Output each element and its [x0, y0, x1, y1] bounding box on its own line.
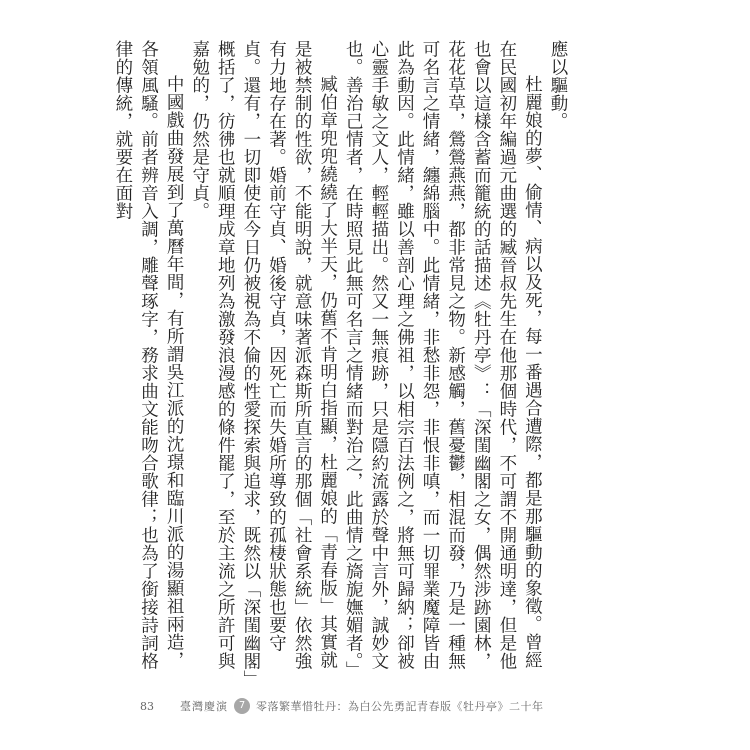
page-number: 83	[140, 699, 154, 713]
book-title: 臺灣慶演	[180, 700, 228, 713]
paragraph: 臧伯章兜兜繞繞了大半天，仍舊不肯明白指顯，杜麗娘的「青春版」其實就是被禁制的性欲，不能明說，就意味著派森斯所直言的那個「社會系統」依然強有力地存在著。婚前守貞、婚後守貞，因死亡而失婚所導致的孤棲狀態也要守貞。還有，一切即使在今日仍被視為不倫的性愛探索與追求，既然以「深閨幽閣」概括了，彷彿也就順理成章地列為激發浪漫感的條件罷了，至於主流之所許可與嘉勉的，仍然是守貞。	[189, 40, 338, 680]
page-footer	[140, 695, 640, 717]
paragraph: 杜麗娘的夢、偷情、病以及死，每一番遇合遭際，都是那驅動的象徵。曾經在民國初年編過元曲選的臧晉叔先生在他那個時代，不可謂不開通明達，但是他也會以這樣含蓄而籠統的話描述《牡丹亭》：「深閨幽閣之女，偶然涉跡園林，花花草草，鶯鶯燕燕，都非常見之物。新感觸，舊憂鬱，相混而發，乃是一種無可名言之情緒，纏綿腦中。此情緒，非愁非怨，非恨非嗔，而一切罪業魔障皆由此為動因。此情緒，雖以善剖心理之佛祖，以相宗百法例之，將無可歸納；卻被心靈手敏之文人，輕輕描出。然又一無痕跡，只是隱約流露於聲中言外，誠妙文也。善治己情者，在時照見此無可名言之情緒而對治之，此曲情之旖旎嫵媚者。」	[343, 40, 543, 680]
chapter-title: 零落繁華惜牡丹：為白公先勇記青春版《牡丹亭》二十年	[256, 700, 544, 713]
body-text	[109, 40, 570, 680]
paragraph: 應以驅動。	[548, 40, 568, 130]
chapter-number-badge: 7	[234, 698, 250, 714]
paragraph: 中國戲曲發展到了萬曆年間，有所謂吳江派的沈璟和臨川派的湯顯祖兩造，各領風騷。前者辨音入調，雕聲琢字，務求曲文能吻合歌律；也為了銜接詩詞格律的傳統，就要在面對	[112, 40, 185, 670]
